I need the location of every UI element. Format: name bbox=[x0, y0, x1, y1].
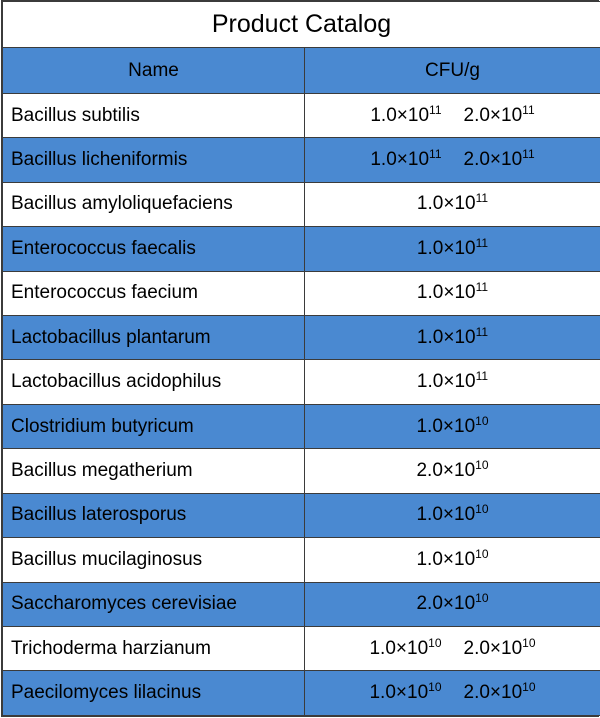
cfu-exponent: 10 bbox=[475, 546, 489, 561]
table-row bbox=[3, 449, 600, 493]
cfu-exponent: 11 bbox=[475, 280, 489, 295]
cfu-base: 10 bbox=[454, 459, 476, 481]
table-row bbox=[3, 671, 600, 716]
cfu-exponent: 11 bbox=[475, 191, 489, 206]
cfu-exponent: 11 bbox=[429, 147, 442, 162]
strain-name: Bacillus licheniformis bbox=[3, 138, 305, 182]
strain-name: Enterococcus faecalis bbox=[3, 227, 305, 271]
cfu-value bbox=[416, 546, 489, 571]
times-sign: × bbox=[442, 504, 455, 526]
table-row bbox=[3, 626, 600, 670]
strain-name: Bacillus megatherium bbox=[3, 449, 305, 493]
cfu-value-cell bbox=[305, 626, 600, 670]
cfu-value-cell bbox=[305, 671, 600, 716]
strain-name: Bacillus subtilis bbox=[3, 93, 305, 137]
times-sign: × bbox=[443, 193, 455, 215]
cfu-mantissa: 1.0 bbox=[416, 504, 443, 526]
cfu-exponent: 10 bbox=[475, 502, 489, 517]
times-sign: × bbox=[395, 682, 407, 704]
cfu-mantissa: 1.0 bbox=[370, 149, 397, 171]
cfu-mantissa: 2.0 bbox=[463, 104, 490, 126]
cfu-mantissa: 2.0 bbox=[416, 459, 443, 481]
header-row bbox=[3, 48, 600, 93]
cfu-base: 10 bbox=[501, 682, 523, 704]
cfu-value bbox=[416, 504, 488, 526]
cfu-value-cell bbox=[305, 404, 600, 448]
cfu-value-cell bbox=[305, 138, 600, 182]
cfu-exponent: 10 bbox=[428, 635, 442, 650]
times-sign: × bbox=[489, 682, 502, 704]
column-header-name: Name bbox=[3, 48, 305, 93]
cfu-exponent: 10 bbox=[475, 413, 489, 428]
product-catalog-table bbox=[1, 0, 599, 717]
cfu-mantissa: 1.0 bbox=[416, 548, 443, 570]
cfu-exponent: 10 bbox=[522, 635, 536, 650]
strain-name: Paecilomyces lilacinus bbox=[3, 671, 305, 716]
times-sign: × bbox=[443, 326, 455, 348]
cfu-value bbox=[417, 371, 488, 393]
cfu-mantissa: 2.0 bbox=[416, 593, 443, 615]
cfu-exponent: 11 bbox=[475, 235, 489, 250]
cfu-value-cell bbox=[305, 182, 600, 226]
cfu-base: 10 bbox=[407, 637, 429, 659]
cfu-exponent: 10 bbox=[475, 457, 489, 472]
cfu-base: 10 bbox=[454, 193, 476, 215]
cfu-value bbox=[416, 324, 489, 349]
title-row bbox=[3, 2, 600, 48]
times-sign: × bbox=[442, 593, 455, 615]
cfu-exponent: 10 bbox=[522, 680, 536, 695]
cfu-base: 10 bbox=[454, 593, 476, 615]
cfu-exponent: 10 bbox=[428, 680, 442, 695]
cfu-mantissa: 2.0 bbox=[463, 637, 490, 659]
cfu-value-cell bbox=[305, 360, 600, 404]
table-row bbox=[3, 316, 600, 360]
cfu-exponent: 11 bbox=[429, 102, 442, 117]
table-row bbox=[3, 538, 600, 582]
strain-name: Clostridium butyricum bbox=[3, 404, 305, 448]
strain-name: Trichoderma harzianum bbox=[3, 626, 305, 670]
cfu-value-cell bbox=[305, 538, 600, 582]
cfu-exponent: 11 bbox=[522, 102, 535, 117]
cfu-exponent: 11 bbox=[475, 324, 489, 339]
table-row bbox=[3, 138, 600, 182]
cfu-mantissa: 2.0 bbox=[463, 149, 490, 171]
cfu-base: 10 bbox=[407, 682, 429, 704]
cfu-mantissa: 2.0 bbox=[463, 682, 490, 704]
cfu-value bbox=[417, 282, 488, 304]
cfu-exponent: 11 bbox=[522, 147, 535, 162]
cfu-base: 10 bbox=[407, 104, 430, 126]
cfu-base: 10 bbox=[501, 104, 523, 126]
cfu-value-cell bbox=[305, 582, 600, 626]
strain-name: Bacillus laterosporus bbox=[3, 493, 305, 537]
strain-name: Lactobacillus plantarum bbox=[3, 316, 305, 360]
cfu-value bbox=[416, 413, 489, 438]
times-sign: × bbox=[442, 459, 455, 481]
cfu-value bbox=[416, 593, 488, 615]
table-row bbox=[3, 493, 600, 537]
cfu-base: 10 bbox=[454, 237, 476, 259]
cfu-value-cell bbox=[305, 316, 600, 360]
times-sign: × bbox=[443, 282, 455, 304]
strain-name: Bacillus amyloliquefaciens bbox=[3, 182, 305, 226]
catalog-grid bbox=[2, 1, 600, 716]
times-sign: × bbox=[442, 415, 455, 437]
cfu-exponent: 11 bbox=[475, 369, 489, 384]
cfu-value bbox=[463, 635, 536, 660]
times-sign: × bbox=[442, 548, 455, 570]
cfu-value-cell bbox=[305, 449, 600, 493]
cfu-mantissa: 1.0 bbox=[369, 637, 396, 659]
cfu-value bbox=[369, 682, 441, 704]
strain-name: Bacillus mucilaginosus bbox=[3, 538, 305, 582]
strain-name: Saccharomyces cerevisiae bbox=[3, 582, 305, 626]
table-row bbox=[3, 404, 600, 448]
times-sign: × bbox=[489, 149, 502, 171]
cfu-base: 10 bbox=[407, 149, 430, 171]
times-sign: × bbox=[396, 104, 408, 126]
cfu-value-cell bbox=[305, 271, 600, 315]
times-sign: × bbox=[395, 637, 407, 659]
cfu-mantissa: 1.0 bbox=[416, 326, 444, 348]
cfu-value bbox=[416, 457, 489, 482]
table-row bbox=[3, 182, 600, 226]
table-row bbox=[3, 360, 600, 404]
cfu-mantissa: 1.0 bbox=[416, 237, 444, 259]
cfu-value bbox=[417, 193, 488, 215]
cfu-value bbox=[464, 682, 536, 704]
times-sign: × bbox=[396, 149, 408, 171]
cfu-base: 10 bbox=[454, 326, 476, 348]
times-sign: × bbox=[443, 371, 455, 393]
cfu-base: 10 bbox=[454, 548, 476, 570]
cfu-value bbox=[370, 149, 441, 171]
cfu-base: 10 bbox=[454, 282, 476, 304]
times-sign: × bbox=[489, 637, 502, 659]
table-row bbox=[3, 227, 600, 271]
times-sign: × bbox=[443, 237, 455, 259]
table-row bbox=[3, 271, 600, 315]
cfu-base: 10 bbox=[501, 637, 523, 659]
cfu-mantissa: 1.0 bbox=[416, 282, 444, 304]
cfu-value bbox=[370, 102, 442, 127]
strain-name: Enterococcus faecium bbox=[3, 271, 305, 315]
cfu-mantissa: 1.0 bbox=[416, 415, 443, 437]
cfu-value bbox=[416, 235, 489, 260]
times-sign: × bbox=[489, 104, 502, 126]
column-header-cfu: CFU/g bbox=[305, 48, 600, 93]
cfu-value bbox=[463, 102, 535, 127]
table-title: Product Catalog bbox=[3, 2, 600, 48]
cfu-value-cell bbox=[305, 93, 600, 137]
cfu-mantissa: 1.0 bbox=[416, 371, 444, 393]
cfu-base: 10 bbox=[454, 415, 476, 437]
cfu-base: 10 bbox=[454, 504, 476, 526]
cfu-value bbox=[369, 635, 442, 660]
table-row bbox=[3, 93, 600, 137]
cfu-mantissa: 1.0 bbox=[370, 104, 397, 126]
cfu-value bbox=[464, 149, 535, 171]
strain-name: Lactobacillus acidophilus bbox=[3, 360, 305, 404]
cfu-mantissa: 1.0 bbox=[416, 193, 444, 215]
cfu-value-cell bbox=[305, 493, 600, 537]
cfu-exponent: 10 bbox=[475, 591, 489, 606]
cfu-base: 10 bbox=[501, 149, 523, 171]
table-row bbox=[3, 582, 600, 626]
cfu-mantissa: 1.0 bbox=[369, 682, 396, 704]
cfu-base: 10 bbox=[454, 371, 476, 393]
cfu-value-cell bbox=[305, 227, 600, 271]
